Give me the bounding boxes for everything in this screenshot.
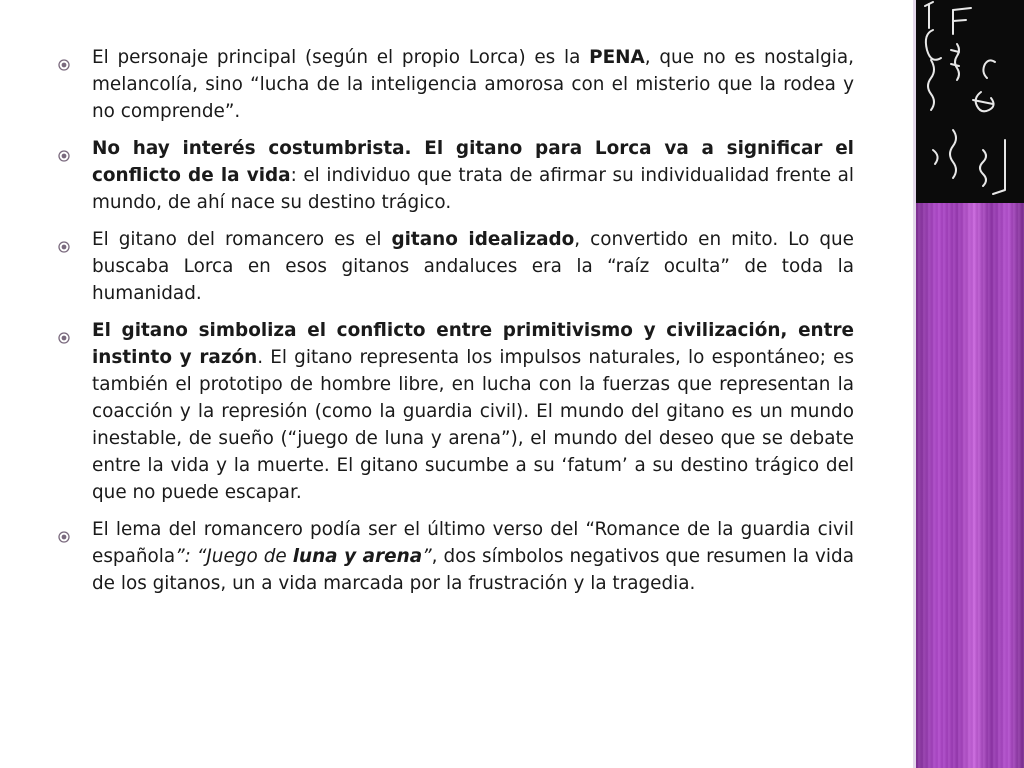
bullet-circle-icon — [58, 325, 70, 337]
purple-decorative-band — [913, 203, 1024, 768]
bullet-text-segment: gitano idealizado — [391, 229, 575, 250]
bullet-text-segment: , convertido en mito. Lo que buscaba Lorca en esos gitanos andaluces era la “raíz oculta” de toda la humanidad. — [92, 229, 855, 304]
bullet-item — [58, 135, 854, 216]
bullet-text-segment: El lema del romancero podía ser el último verso del “Romance de la guardia civil española — [92, 519, 854, 567]
bullet-text-segment: . El gitano representa los impulsos naturales, lo espontáneo; es también el prototipo de hombre libre, en lucha con la fuerzas que representan la coacción y la represión (como la guardia civil). El mundo del gitano es un mundo inestable, de sueño (“juego de luna y arena”), el mundo del deseo que se debate entre la vida y la muerte. El gitano sucumbe a su ‘fatum’ a su destino trágico del que no puede escapar. — [92, 347, 854, 503]
bullet-text-segment: ” — [422, 546, 432, 567]
bullet-text-segment: No hay interés costumbrista. El gitano para Lorca va a significar el conflicto de la vida — [92, 138, 854, 186]
bullet-text — [92, 519, 854, 594]
bullet-text-segment: El gitano del romancero es el — [92, 229, 392, 250]
bullet-circle-icon — [58, 52, 70, 64]
strip-divider-line — [913, 0, 916, 768]
bullet-text-segment: , que no es nostalgia, melancolía, sino “lucha de la inteligencia amorosa con el misterio que la rodea y no comprende”. — [92, 47, 855, 122]
bullet-text — [92, 320, 854, 503]
bullet-text — [92, 229, 854, 304]
bullet-text — [92, 47, 854, 122]
signature-image — [913, 0, 1024, 203]
bullet-circle-icon — [58, 524, 70, 536]
bullet-text-segment: El personaje principal (según el propio Lorca) es la — [92, 47, 590, 68]
bullet-item — [58, 516, 854, 597]
bullet-text-segment: , dos símbolos negativos que resumen la vida de los gitanos, un a vida marcada por la frustración y la tragedia. — [92, 546, 854, 594]
bullet-text-segment: ”: “Juego de — [175, 546, 293, 567]
bullet-circle-icon — [58, 143, 70, 155]
bullet-text-segment: El gitano simboliza el conflicto entre primitivismo y civilización, entre instinto y razón — [92, 320, 854, 368]
slide-content — [58, 44, 854, 607]
handwritten-signature-icon — [913, 0, 1024, 203]
bullet-item — [58, 317, 854, 506]
bullet-circle-icon — [58, 234, 70, 246]
bullet-list — [58, 44, 854, 597]
bullet-text — [92, 138, 854, 213]
decorative-side-strip — [913, 0, 1024, 768]
bullet-text-segment: PENA — [589, 47, 645, 68]
bullet-text-segment: luna y arena — [292, 546, 423, 567]
bullet-item — [58, 226, 854, 307]
bullet-item — [58, 44, 854, 125]
bullet-text-segment: : el individuo que trata de afirmar su individualidad frente al mundo, de ahí nace su destino trágico. — [92, 165, 854, 213]
